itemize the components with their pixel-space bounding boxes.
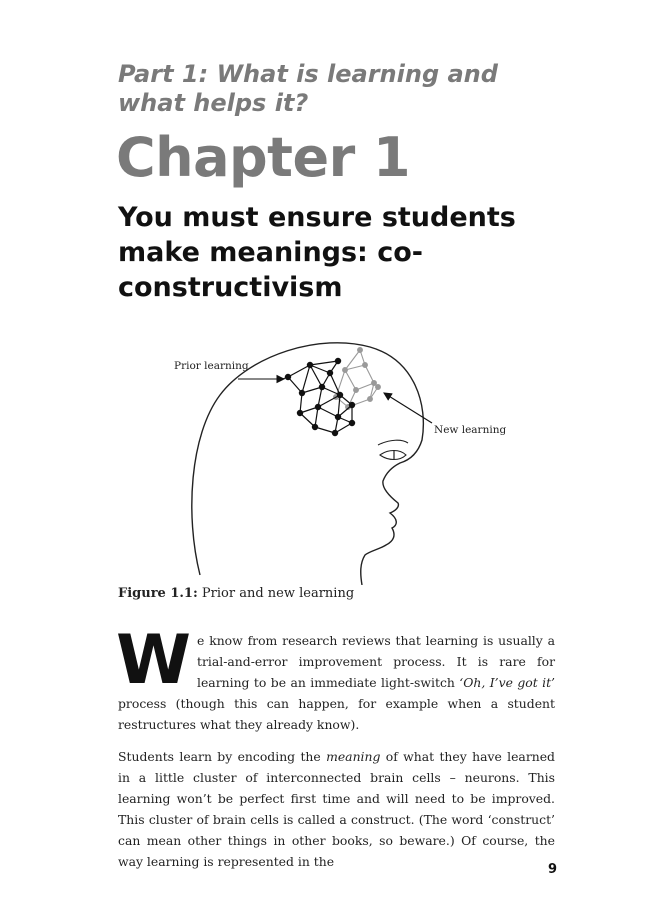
head-diagram [160, 335, 520, 585]
p1-text-b: process (though this can happen, for example when a student restructures what they already know). [118, 696, 555, 732]
drop-cap: W [116, 621, 192, 700]
figure-caption [118, 586, 354, 601]
p1-text-a: e know from research reviews that learning is usually a trial-and-error improvement process. It is rare for learning to be an immediate light-switch [197, 633, 555, 690]
part-title: Part 1: What is learning and what helps it? [118, 60, 498, 117]
body-text [116, 621, 555, 883]
eye [380, 451, 406, 460]
caption-text: Prior and new learning [201, 586, 355, 601]
eyebrow [378, 440, 408, 445]
paragraph-2 [118, 746, 555, 872]
chapter-title: Chapter 1 [116, 126, 411, 189]
p2-text-b: of what they have learned in a little cluster of interconnected brain cells – neurons. This learning won’t be perfect first time and will need to be improved. This cluster of brain cells is called a construct. (The word ‘construct’ can mean other things in other books, so beware.) Of course, the way learning is represented in the [118, 749, 555, 869]
p1-emphasis: ‘Oh, I’ve got it’ [459, 675, 555, 690]
head-outline [192, 343, 424, 585]
label-new-learning: New learning [434, 424, 507, 436]
figure-prior-new-learning [160, 335, 520, 585]
chapter-subtitle: You must ensure students make meanings: co-constructivism [118, 202, 516, 303]
paragraph-1 [116, 621, 555, 735]
p2-emphasis: meaning [326, 749, 381, 764]
new-learning-network [334, 348, 381, 410]
p2-text-a: Students learn by encoding the [118, 749, 327, 764]
caption-label: Figure 1.1: [118, 586, 198, 601]
new-arrow [384, 393, 432, 423]
page-number: 9 [547, 862, 557, 877]
label-prior-learning: Prior learning [174, 360, 249, 372]
